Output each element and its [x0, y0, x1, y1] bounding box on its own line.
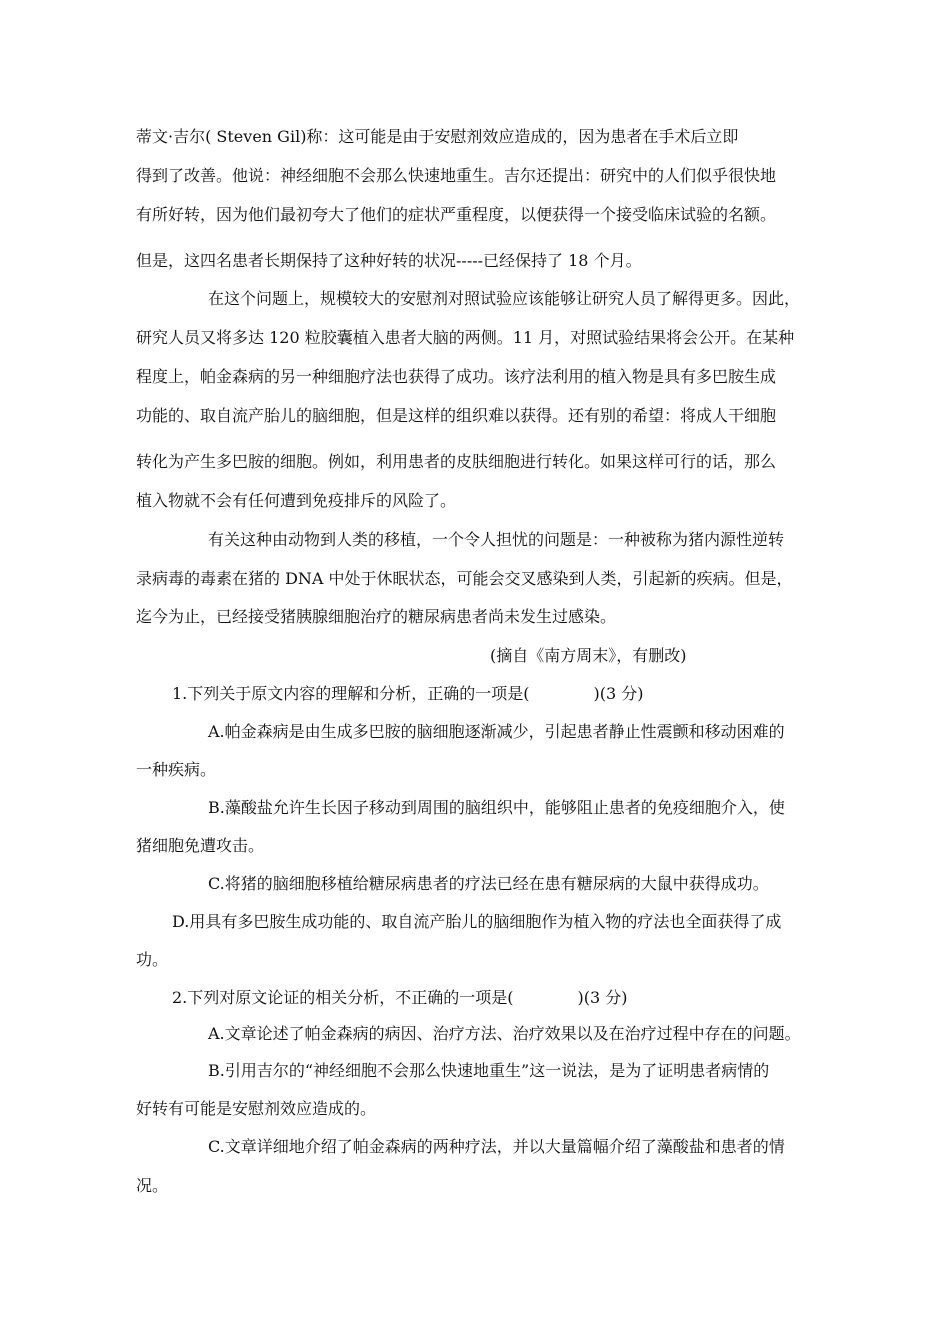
- passage-line: 得到了改善。他说：神经细胞不会那么快速地重生。吉尔还提出：研究中的人们似乎很快地: [136, 166, 777, 185]
- q1-option-a-cont: 一种疾病。: [136, 760, 217, 779]
- passage-line: 迄今为止，已经接受猪胰腺细胞治疗的糖尿病患者尚未发生过感染。: [136, 607, 617, 626]
- passage-line: 转化为产生多巴胺的细胞。例如，利用患者的皮肤细胞进行转化。如果这样可行的话，那么: [136, 452, 777, 471]
- q2-option-a: A.文章论述了帕金森病的病因、治疗方法、治疗效果以及在治疗过程中存在的问题。: [208, 1024, 801, 1043]
- passage-line: 程度上，帕金森病的另一种细胞疗法也获得了成功。该疗法利用的植入物是具有多巴胺生成: [136, 367, 777, 386]
- passage-line: 研究人员又将多达 120 粒胶囊植入患者大脑的两侧。11 月，对照试验结果将会公开。在某种: [136, 328, 795, 347]
- q1-option-d-cont: 功。: [136, 950, 169, 969]
- passage-line: 在这个问题上，规模较大的安慰剂对照试验应该能够让研究人员了解得更多。因此，: [208, 289, 801, 308]
- passage-line: 有关这种由动物到人类的移植，一个令人担忧的问题是：一种被称为猪内源性逆转: [208, 530, 785, 549]
- q2-option-c-cont: 况。: [136, 1176, 169, 1195]
- passage-source: (摘自《南方周末》，有删改): [490, 646, 687, 665]
- passage-line: 功能的、取自流产胎儿的脑细胞，但是这样的组织难以获得。还有别的希望：将成人干细胞: [136, 406, 777, 425]
- q1-option-b-cont: 猪细胞免遭攻击。: [136, 836, 265, 855]
- passage-line: 植入物就不会有任何遭到免疫排斥的风险了。: [136, 491, 457, 510]
- q2-option-b: B.引用吉尔的“神经细胞不会那么快速地重生”这一说法，是为了证明患者病情的: [208, 1061, 770, 1080]
- question-2-stem: 2.下列对原文论证的相关分析，不正确的一项是( )(3 分): [172, 988, 628, 1007]
- q1-option-c: C.将猪的脑细胞移植给糖尿病患者的疗法已经在患有糖尿病的大鼠中获得成功。: [208, 874, 769, 893]
- question-1-stem: 1.下列关于原文内容的理解和分析，正确的一项是( )(3 分): [172, 684, 644, 703]
- passage-line: 但是，这四名患者长期保持了这种好转的状况-----已经保持了 18 个月。: [136, 251, 642, 270]
- passage-line: 有所好转，因为他们最初夸大了他们的症状严重程度，以便获得一个接受临床试验的名额。: [136, 205, 777, 224]
- q1-option-a: A.帕金森病是由生成多巴胺的脑细胞逐渐减少，引起患者静止性震颤和移动困难的: [208, 722, 785, 741]
- q1-option-d: D.用具有多巴胺生成功能的、取自流产胎儿的脑细胞作为植入物的疗法也全面获得了成: [172, 912, 782, 931]
- passage-line: 蒂文·吉尔( Steven Gil)称：这可能是由于安慰剂效应造成的，因为患者在手术后立即: [136, 127, 739, 146]
- passage-line: 录病毒的毒素在猪的 DNA 中处于休眠状态，可能会交叉感染到人类，引起新的疾病。但是，: [136, 569, 793, 588]
- q1-option-b: B.藻酸盐允许生长因子移动到周围的脑组织中，能够阻止患者的免疫细胞介入，使: [208, 798, 785, 817]
- q2-option-c: C.文章详细地介绍了帕金森病的两种疗法，并以大量篇幅介绍了藻酸盐和患者的情: [208, 1137, 785, 1156]
- q2-option-b-cont: 好转有可能是安慰剂效应造成的。: [136, 1099, 377, 1118]
